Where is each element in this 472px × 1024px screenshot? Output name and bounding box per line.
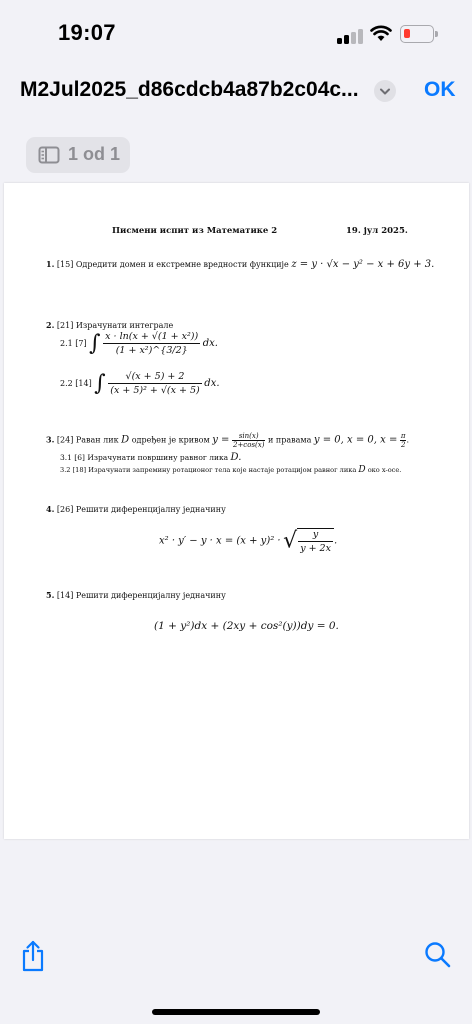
battery-level bbox=[404, 29, 410, 38]
subproblem-label: 3.2 [18] bbox=[60, 466, 87, 474]
battery-icon bbox=[400, 25, 434, 43]
integral-sign: ∫ bbox=[89, 331, 101, 356]
share-button[interactable] bbox=[20, 940, 46, 977]
problem-points: [21] bbox=[56, 321, 74, 330]
subproblem-text: Израчунати површину равног лика bbox=[87, 453, 229, 462]
fraction-denominator: (1 + x²)^{3/2} bbox=[115, 345, 188, 356]
status-time: 19:07 bbox=[58, 20, 116, 45]
subproblem-2-1 bbox=[60, 331, 218, 356]
pdf-page[interactable] bbox=[4, 183, 469, 839]
subproblem-3-2 bbox=[60, 465, 401, 475]
subproblem-label: 3.1 [6] bbox=[60, 453, 85, 462]
problem-number: 4. bbox=[46, 504, 55, 514]
subproblem-text: око x-осе. bbox=[367, 466, 402, 474]
search-button[interactable] bbox=[424, 940, 452, 975]
equation-5: (1 + y²)dx + (2xy + cos²(y))dy = 0. bbox=[154, 620, 339, 632]
exam-date: 19. јул 2025. bbox=[346, 226, 408, 236]
share-icon bbox=[20, 940, 46, 972]
ok-button[interactable]: OK bbox=[424, 78, 456, 101]
subproblem-text: Израчунати запремину ротационог тела које настаје ротацијом равног лика bbox=[88, 466, 357, 474]
fraction-numerator: √(x + 5) + 2 bbox=[108, 371, 202, 384]
problem-points: [24] bbox=[56, 435, 74, 445]
problem-formula: z = y · √x − y² − x + 6y + 3. bbox=[291, 259, 435, 270]
search-icon bbox=[424, 940, 452, 970]
bounding-lines: y = 0, x = 0, x = bbox=[313, 434, 398, 446]
thumbnails-icon bbox=[38, 146, 60, 164]
bottom-toolbar bbox=[0, 928, 472, 988]
differential: dx. bbox=[202, 338, 218, 349]
fraction-numerator: y bbox=[298, 529, 333, 542]
problem-text: Решити диференцијалну једначину bbox=[75, 505, 226, 514]
status-bar bbox=[0, 0, 472, 64]
problem-2 bbox=[46, 320, 173, 330]
region-variable: D bbox=[121, 434, 130, 446]
problem-text: Решити диференцијалну једначину bbox=[75, 591, 226, 600]
subproblem-3-1 bbox=[60, 452, 241, 463]
fraction-denominator: 2 bbox=[400, 441, 406, 449]
region-variable: D. bbox=[230, 452, 242, 463]
problem-1 bbox=[46, 259, 434, 270]
curve-lhs: y = bbox=[212, 434, 230, 446]
fraction-numerator: π bbox=[400, 432, 406, 440]
problem-number: 1. bbox=[46, 259, 55, 269]
integrand-fraction bbox=[103, 331, 200, 356]
fraction-denominator: y + 2x bbox=[300, 543, 331, 554]
integrand-fraction bbox=[108, 371, 202, 396]
title-menu-button[interactable] bbox=[374, 80, 396, 102]
problem-text: Израчунати интеграле bbox=[75, 321, 174, 330]
problem-text: Раван лик bbox=[75, 435, 119, 445]
region-variable: D bbox=[358, 465, 366, 475]
problem-points: [14] bbox=[56, 591, 74, 600]
home-indicator[interactable] bbox=[152, 1009, 320, 1015]
fraction-denominator: 2+cos(x) bbox=[232, 441, 265, 449]
integral-sign: ∫ bbox=[94, 371, 106, 396]
problem-text: одређен је кривом bbox=[131, 435, 210, 445]
document-title[interactable]: M2Jul2025_d86cdcb4a87b2c04c... bbox=[20, 78, 359, 101]
exam-title: Писмени испит из Математике 2 bbox=[112, 226, 278, 236]
page-indicator-button[interactable] bbox=[26, 137, 130, 173]
chevron-down-icon bbox=[374, 80, 396, 102]
fraction-numerator: x · ln(x + √(1 + x²)) bbox=[105, 331, 199, 342]
subproblem-label: 2.1 [7] bbox=[60, 339, 87, 348]
problem-number: 5. bbox=[46, 590, 55, 600]
navigation-bar bbox=[0, 70, 472, 114]
problem-text: Одредити домен и екстремне вредности функције bbox=[75, 260, 289, 269]
problem-points: [15] bbox=[56, 260, 74, 269]
wifi-icon bbox=[370, 25, 392, 42]
subproblem-2-2 bbox=[60, 371, 220, 396]
problem-3: 3. [24] Раван лик D одређен је кривом y = $\frac{\sin(x)}{2+\cos(x)}$ и правама y = 0, x = 0, x = $\frac{\pi}{2}$ . bbox=[46, 432, 410, 449]
problem-text: и правама bbox=[268, 435, 312, 445]
equation-lhs: x² · y′ − y · x = (x + y)² · bbox=[159, 535, 281, 547]
differential: dx. bbox=[204, 378, 220, 389]
problem-5 bbox=[46, 590, 226, 600]
subproblem-label: 2.2 [14] bbox=[60, 379, 92, 388]
problem-number: 2. bbox=[46, 320, 55, 330]
page-indicator-label: 1 od 1 bbox=[68, 144, 121, 164]
equation-4: x² · y′ − y · x = (x + y)² · √ $\frac{y}{y + 2x}$ . bbox=[159, 528, 338, 554]
curve-fraction bbox=[232, 432, 265, 449]
fraction-numerator: sin(x) bbox=[232, 432, 265, 441]
problem-points: [26] bbox=[56, 505, 74, 514]
sqrt-sign: √ bbox=[283, 528, 298, 554]
fraction-denominator: (x + 5)² + √(x + 5) bbox=[110, 385, 200, 396]
problem-number: 3. bbox=[46, 434, 55, 445]
sqrt-fraction bbox=[297, 528, 334, 554]
problem-4 bbox=[46, 504, 226, 514]
cellular-signal-icon bbox=[337, 28, 363, 44]
